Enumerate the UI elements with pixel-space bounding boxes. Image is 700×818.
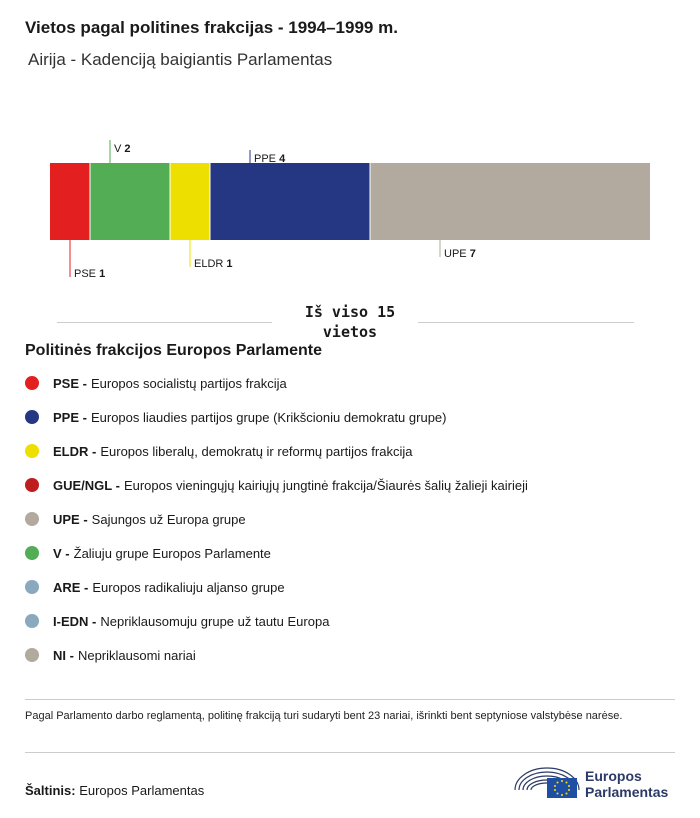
note-divider-top <box>25 699 675 700</box>
data-label-upe: UPE 7 <box>444 248 476 260</box>
bar-segment-upe <box>370 163 650 240</box>
legend-swatch <box>25 444 39 458</box>
note-divider-bottom <box>25 752 675 753</box>
chart-subtitle: Airija - Kadenciją baigiantis Parlamentas <box>28 50 333 69</box>
legend-desc: Europos liaudies partijos grupe (Krikšcioniu demokratu grupe) <box>90 409 447 425</box>
bar-segment-ppe <box>210 163 370 240</box>
legend-swatch <box>25 648 39 662</box>
legend-abbr: ARE - <box>53 579 89 595</box>
legend-abbr: PPE - <box>53 409 87 425</box>
legend-item <box>25 468 528 502</box>
legend-item <box>25 502 528 536</box>
logo-wordmark <box>585 768 668 800</box>
legend-desc: Europos radikaliuju aljanso grupe <box>92 579 285 595</box>
legend-desc: Europos vieningųjų kairiųjų jungtinė frakcija/Šiaurės šalių žalieji kairieji <box>123 477 528 493</box>
data-label-ppe: PPE 4 <box>254 153 286 165</box>
european-parliament-logo <box>513 760 683 802</box>
legend-swatch <box>25 376 39 390</box>
data-label-pse: PSE 1 <box>74 268 106 280</box>
legend-title: Politinės frakcijos Europos Parlamente <box>25 342 322 359</box>
legend-swatch <box>25 614 39 628</box>
legend-item <box>25 400 528 434</box>
data-label-eldr: ELDR 1 <box>194 258 233 270</box>
bar-segment-pse <box>50 163 90 240</box>
legend-desc: Nepriklausomi nariai <box>77 647 196 663</box>
legend-abbr: UPE - <box>53 511 88 527</box>
logo-line-1: Europos <box>585 768 642 784</box>
logo-line-2: Parlamentas <box>585 784 669 800</box>
total-divider-left <box>57 322 272 323</box>
bar-segment-eldr <box>170 163 210 240</box>
legend-item <box>25 434 528 468</box>
legend-abbr: PSE - <box>53 375 87 391</box>
source-label: Šaltinis: <box>25 783 76 798</box>
source-value: Europos Parlamentas <box>79 783 205 798</box>
legend-abbr: ELDR - <box>53 443 97 459</box>
legend-desc: Europos liberalų, demokratų ir reformų partijos frakcija <box>100 443 413 459</box>
bar-segment-v <box>90 163 170 240</box>
chart-title: Vietos pagal politines frakcijas - 1994–1999 m. <box>25 18 398 37</box>
legend-swatch <box>25 580 39 594</box>
total-seats-label: Iš viso 15 vietos <box>304 303 396 341</box>
legend-item <box>25 604 528 638</box>
legend-item <box>25 536 528 570</box>
legend-item <box>25 638 528 672</box>
legend-item <box>25 570 528 604</box>
legend-item <box>25 366 528 400</box>
legend-swatch <box>25 512 39 526</box>
legend-abbr: I-EDN - <box>53 613 97 629</box>
total-divider-right <box>418 322 634 323</box>
legend-abbr: NI - <box>53 647 74 663</box>
footnote: Pagal Parlamento darbo reglamentą, politinę frakciją turi sudaryti bent 23 nariai, išrinkti bent septyniose valstybėse narėse. <box>25 710 623 722</box>
stacked-bar-chart <box>0 130 700 290</box>
legend-desc: Nepriklausomuju grupe už tautu Europa <box>100 613 330 629</box>
source-line <box>25 783 204 798</box>
legend <box>25 366 528 672</box>
legend-desc: Europos socialistų partijos frakcija <box>90 375 287 391</box>
parliament-hemicycle-icon <box>513 760 581 802</box>
data-label-v: V 2 <box>114 143 131 155</box>
legend-abbr: V - <box>53 545 70 561</box>
legend-swatch <box>25 546 39 560</box>
legend-swatch <box>25 410 39 424</box>
legend-desc: Žaliuju grupe Europos Parlamente <box>73 545 271 561</box>
legend-abbr: GUE/NGL - <box>53 477 120 493</box>
legend-swatch <box>25 478 39 492</box>
legend-desc: Sajungos už Europa grupe <box>91 511 246 527</box>
